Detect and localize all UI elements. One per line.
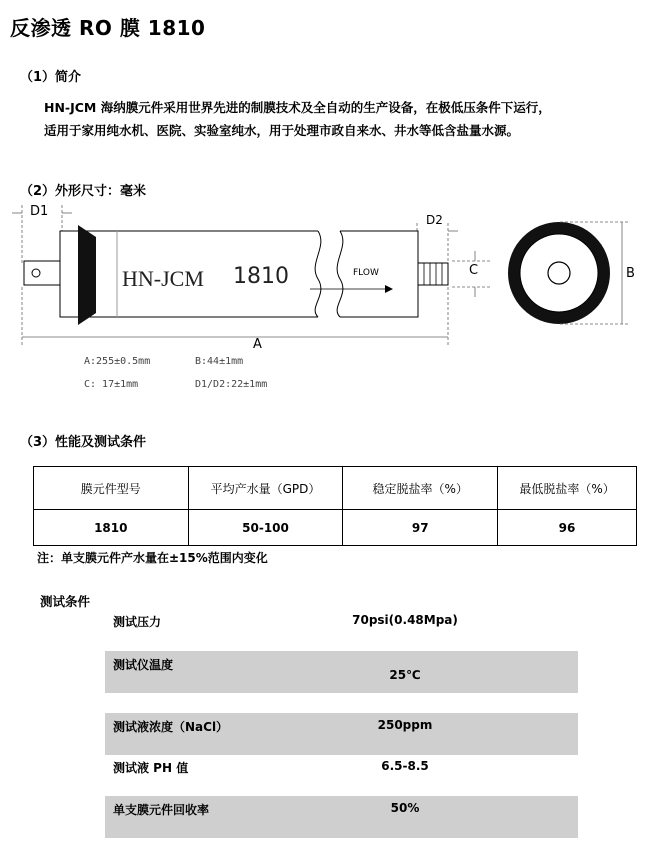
table-cell: 50-100 <box>188 510 343 546</box>
condition-label: 测试仪温度 <box>113 658 174 672</box>
section-intro-heading: （1）简介 <box>20 70 82 85</box>
intro-line-1: HN-JCM 海纳膜元件采用世界先进的制膜技术及全自动的生产设备，在极低压条件下运行， <box>44 100 551 115</box>
condition-row <box>105 796 578 838</box>
dim-c: C: 17±1mm <box>84 379 139 390</box>
intro-line-2: 适用于家用纯水机、医院、实验室纯水，用于处理市政自来水、井水等低含盐量水源。 <box>44 123 520 138</box>
intro-text <box>44 96 634 142</box>
table-header: 最低脱盐率（%） <box>498 467 637 510</box>
table-cell: 96 <box>498 510 637 546</box>
table-row <box>34 510 637 546</box>
label-a: A <box>253 337 262 352</box>
section-performance-heading: （3）性能及测试条件 <box>20 435 147 450</box>
dim-a: A:255±0.5mm <box>84 356 151 367</box>
condition-label: 测试液浓度（NaCl） <box>113 720 229 734</box>
flow-label: FLOW <box>353 268 379 278</box>
section-dimensions-heading: （2）外形尺寸：毫米 <box>20 184 147 199</box>
page-title: 反渗透 RO 膜 1810 <box>10 16 206 40</box>
table-header: 膜元件型号 <box>34 467 189 510</box>
condition-label: 单支膜元件回收率 <box>113 803 210 817</box>
condition-value: 25℃ <box>389 668 421 682</box>
condition-value: 250ppm <box>377 718 433 732</box>
label-d2: D2 <box>426 213 443 227</box>
condition-row <box>105 609 578 631</box>
table-header: 稳定脱盐率（%） <box>343 467 498 510</box>
table-cell: 1810 <box>34 510 189 546</box>
model-label: 1810 <box>233 264 289 289</box>
table-header: 平均产水量（GPD） <box>188 467 343 510</box>
condition-row <box>105 713 578 755</box>
condition-value: 70psi(0.48Mpa) <box>352 613 458 627</box>
label-c: C <box>469 263 479 278</box>
condition-label: 测试压力 <box>113 615 162 629</box>
condition-label: 测试液 PH 值 <box>113 761 189 775</box>
table-cell: 97 <box>343 510 498 546</box>
table-header-row <box>34 467 637 510</box>
dim-b: B:44±1mm <box>195 356 244 367</box>
condition-value: 6.5-8.5 <box>381 759 429 773</box>
performance-table <box>33 466 637 546</box>
yield-note: 注：单支膜元件产水量在±15%范围内变化 <box>37 551 268 565</box>
condition-row <box>105 755 578 777</box>
membrane-diagram <box>0 195 654 400</box>
dim-d: D1/D2:22±1mm <box>195 379 268 390</box>
condition-value: 50% <box>390 801 420 815</box>
test-conditions-title: 测试条件 <box>40 594 91 609</box>
label-d1: D1 <box>30 204 49 219</box>
condition-row <box>105 651 578 693</box>
brand-label: HN-JCM <box>122 266 204 291</box>
label-b: B <box>626 266 635 281</box>
